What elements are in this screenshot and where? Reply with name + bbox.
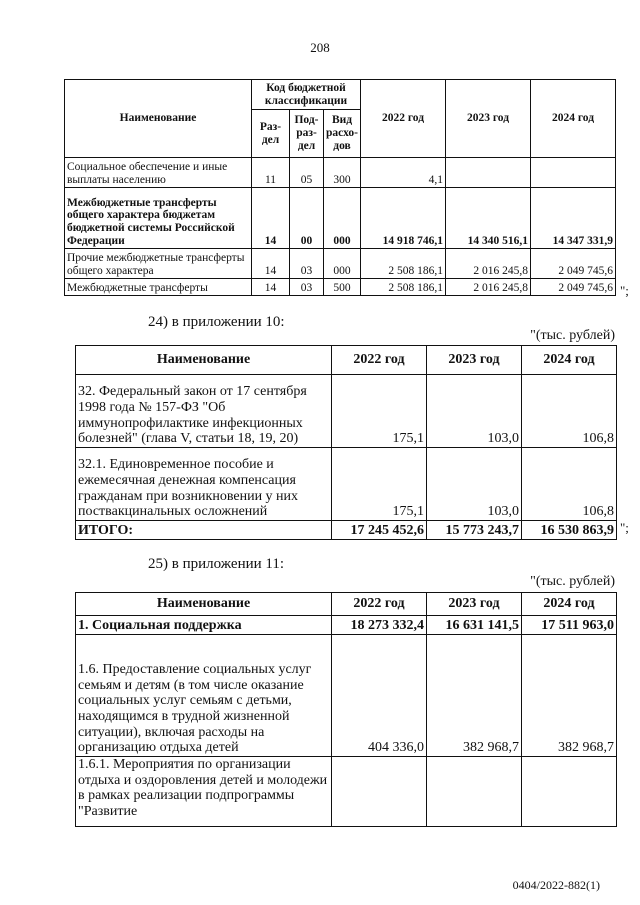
row-name: Прочие межбюджетные трансферты общего характера [65,249,252,279]
row-2022: 175,1 [332,375,427,448]
row-2024: 382 968,7 [522,635,617,757]
row-2023: 103,0 [427,375,522,448]
table-row [76,757,617,827]
table-row [76,616,617,635]
header-2024: 2024 год [531,80,616,158]
total-2023: 15 773 243,7 [427,521,522,540]
row-name: Межбюджетные трансферты [65,279,252,296]
row-vid: 000 [324,188,361,249]
row-2023: 14 340 516,1 [446,188,531,249]
row-razdel: 14 [252,279,290,296]
row-2022: 4,1 [361,158,446,188]
header-code-group: Код бюджетной классификации [252,80,361,110]
header-2022: 2022 год [361,80,446,158]
section-24-title: 24) в приложении 10: [148,314,285,330]
row-vid: 000 [324,249,361,279]
row-razdel: 14 [252,249,290,279]
closing-quote-mark: "; [620,520,629,535]
table-row [76,635,617,757]
row-2023: 2 016 245,8 [446,249,531,279]
row-razdel: 11 [252,158,290,188]
appendix-11-table [75,592,617,827]
row-name: 1.6.1. Мероприятия по организации отдыха и оздоровления детей и молодежи в рамках реализации подпрограммы "Развитие [76,757,332,827]
row-name: Социальное обеспечение и иные выплаты населению [65,158,252,188]
row-2023 [446,158,531,188]
row-name: 32.1. Единовременное пособие и ежемесячная денежная компенсация гражданам при возникновении у них поствакцинальных осложнений [76,448,332,521]
header-podrazdel: Под- раз- дел [290,110,324,158]
row-2022 [332,757,427,827]
page-number: 208 [310,40,330,55]
row-name: 1.6. Предоставление социальных услуг семьям и детям (в том числе оказание социальных услуг семьям с детьми, находящимся в трудной жизненной ситуации), включая расходы на организацию отдыха детей [76,635,332,757]
appendix-10-table [75,345,617,540]
total-2022: 17 245 452,6 [332,521,427,540]
section-25-title: 25) в приложении 11: [148,556,285,572]
row-podrazdel: 03 [290,249,324,279]
row-2024: 2 049 745,6 [531,249,616,279]
total-2024: 16 530 863,9 [522,521,617,540]
document-code: 0404/2022-882(1) [512,878,600,892]
table-row [76,448,617,521]
row-razdel: 14 [252,188,290,249]
row-vid: 500 [324,279,361,296]
row-2024: 106,8 [522,375,617,448]
row-podrazdel: 03 [290,279,324,296]
row-2024 [531,158,616,188]
header-2023: 2023 год [427,346,522,375]
header-2024: 2024 год [522,346,617,375]
row-2024: 2 049 745,6 [531,279,616,296]
row-podrazdel: 05 [290,158,324,188]
header-name: Наименование [76,593,332,616]
total-label: ИТОГО: [76,521,332,540]
header-razdel: Раз- дел [252,110,290,158]
table-row [65,249,616,279]
row-2023 [427,757,522,827]
row-2024: 14 347 331,9 [531,188,616,249]
row-name: Межбюджетные трансферты общего характера бюджетам бюджетной системы Российской Федерации [65,188,252,249]
row-name: 32. Федеральный закон от 17 сентября 1998 года № 157-ФЗ "Об иммунопрофилактике инфекционных болезней" (глава V, статьи 18, 19, 20) [76,375,332,448]
header-2023: 2023 год [446,80,531,158]
header-name: Наименование [65,80,252,158]
row-2023: 382 968,7 [427,635,522,757]
section-24-unit: "(тыс. рублей) [530,328,615,343]
row-2024 [522,757,617,827]
row-2023: 16 631 141,5 [427,616,522,635]
total-row [76,521,617,540]
header-2022: 2022 год [332,593,427,616]
header-2023: 2023 год [427,593,522,616]
header-2022: 2022 год [332,346,427,375]
section-25-unit: "(тыс. рублей) [530,574,615,589]
row-2024: 106,8 [522,448,617,521]
row-2022: 175,1 [332,448,427,521]
table-row [65,279,616,296]
row-2022: 18 273 332,4 [332,616,427,635]
row-podrazdel: 00 [290,188,324,249]
row-2022: 14 918 746,1 [361,188,446,249]
row-2022: 404 336,0 [332,635,427,757]
row-2022: 2 508 186,1 [361,249,446,279]
row-2024: 17 511 963,0 [522,616,617,635]
header-name: Наименование [76,346,332,375]
row-2023: 103,0 [427,448,522,521]
header-vid: Вид расхо- дов [324,110,361,158]
row-2022: 2 508 186,1 [361,279,446,296]
row-vid: 300 [324,158,361,188]
table-row [65,158,616,188]
table-row [76,375,617,448]
row-name: 1. Социальная поддержка [76,616,332,635]
table-row [65,188,616,249]
header-2024: 2024 год [522,593,617,616]
closing-quote-mark: "; [620,283,629,298]
row-2023: 2 016 245,8 [446,279,531,296]
budget-classification-table [64,79,616,296]
